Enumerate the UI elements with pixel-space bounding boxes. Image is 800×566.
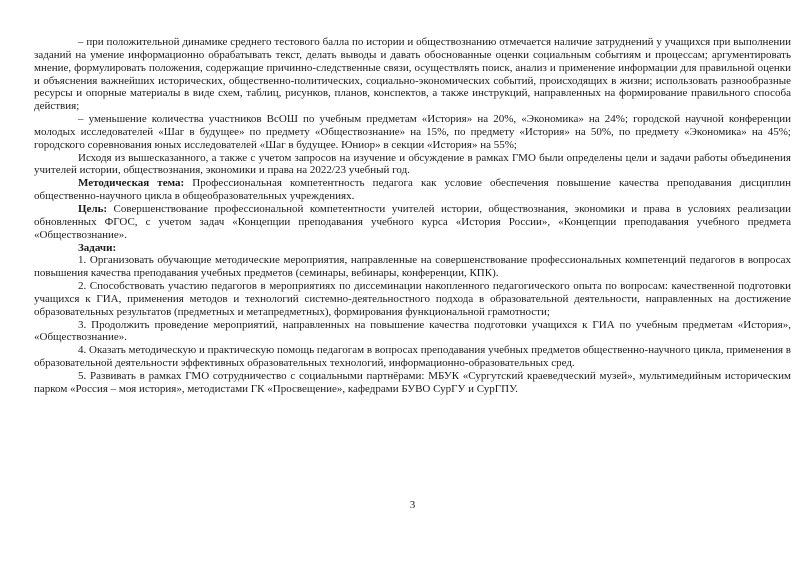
paragraph-text: – уменьшение количества участников ВсОШ по учебным предметам «История» на 20%, «Экономика» на 24%; городской научной конференции молодых исследователей «Шаг в будущее» по предмету «Обществознание» на 15%, по предмету «История» на 50%, по предмету «Экономика» на 45%; городского соревнования юных исследователей «Шаг в будущее. Юниор» в секции «История» на 55%; <box>34 113 791 151</box>
paragraph-text: 3. Продолжить проведение мероприятий, направленных на повышение качества подготовки учащихся к ГИА по учебным предметам «История», «Обществознание». <box>34 318 791 344</box>
paragraph-text: – при положительной динамике среднего тестового балла по истории и обществознанию отмечается наличие затруднений у учащихся при выполнении заданий на умение информационно обрабатывать текст, делать выводы и давать обоснованные оценки социальным событиям и процессам; аргументировать мнение, формулировать положения, содержащие причинно-следственные связи, осуществлять поиск, анализ и применение информации для правильной оценки и объяснения важнейших исторических, общественно-политических, социально-экономических событий, происходящих в жизни; использовать разнообразные ресурсы и опорные материалы в виде схем, таблиц, рисунков, планов, конспектов, а также инструкций, направленных на формирование правильного способа действия; <box>34 36 791 113</box>
document-paragraph <box>34 344 791 370</box>
document-paragraph <box>34 203 791 242</box>
document-paragraph <box>34 177 791 203</box>
paragraph-lead: Задачи: <box>78 241 117 254</box>
page-number: 3 <box>409 499 416 511</box>
document-paragraph <box>34 254 791 280</box>
document-paragraph <box>34 319 791 345</box>
paragraph-text: 1. Организовать обучающие методические мероприятия, направленные на совершенствование профессиональных компетенций педагогов в вопросах повышения качества преподавания учебных предметов (семинары, вебинары, конференции, КПК). <box>34 254 791 280</box>
paragraph-text: Совершенствование профессиональной компетентности учителей истории, обществознания, экономики и права в условиях реализации обновленных ФГОС, с учетом задач «Концепции преподавания учебного курса «История России», «Концепции преподавания учебного предмета «Обществознание». <box>34 202 791 241</box>
document-paragraph <box>34 152 791 178</box>
document-paragraph <box>34 370 791 396</box>
paragraph-lead: Цель: <box>78 202 108 215</box>
document-paragraph <box>34 113 791 152</box>
paragraph-text: 2. Способствовать участию педагогов в мероприятиях по диссеминации накопленного педагогического опыта по вопросам: качественной подготовки учащихся к ГИА, применения методов и технологий системно-деятельностного подхода в образовательной деятельности, направленных на достижение образовательных результатов (предметных и метапредметных), формирования функциональной грамотности; <box>34 280 791 318</box>
paragraph-text: Профессиональная компетентность педагога как условие обеспечения повышение качества преподавания дисциплин общественно-научного цикла в общеобразовательных учреждениях. <box>34 177 792 203</box>
paragraph-text: 4. Оказать методическую и практическую помощь педагогам в вопросах преподавания учебных предметов общественно-научного цикла, применения в образовательной деятельности эффективных образовательных технологий, информационно-образовательных сред. <box>34 344 791 370</box>
document-paragraph <box>34 280 791 319</box>
document-paragraph <box>34 36 791 113</box>
document-paragraph <box>34 242 791 255</box>
paragraph-text: Исходя из вышесказанного, а также с учетом запросов на изучение и обсуждение в рамках ГМО были определены цели и задачи работы объединения учителей истории, обществознания, экономики и права на 2022/23 учебный год. <box>34 151 791 177</box>
document-text-block <box>34 36 791 396</box>
paragraph-text: 5. Развивать в рамках ГМО сотрудничество с социальными партнёрами: МБУК «Сургутский краеведческий музей», мультимедийным историческим парком «Россия – моя история», методистами ГК «Просвещение», кафедрами БУВО СурГУ и СурГПУ. <box>34 369 791 395</box>
paragraph-lead: Методическая тема: <box>78 177 185 190</box>
